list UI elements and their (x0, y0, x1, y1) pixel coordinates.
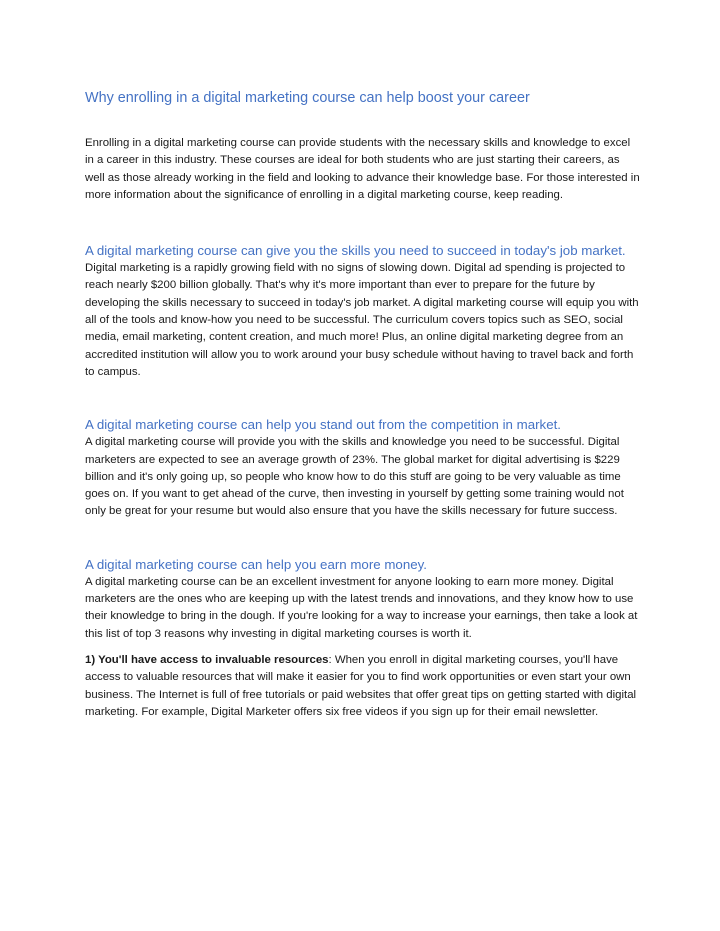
intro-paragraph: Enrolling in a digital marketing course can provide students with the necessary skills and knowledge to excel in a career in this industry. These courses are ideal for both students who are just starting their careers, as well as those already working in the field and looking to advance their knowledge base. For those interested in more information about the significance of enrolling in a digital marketing course, keep reading. (85, 137, 640, 201)
list-item (85, 652, 641, 721)
section-heading: A digital marketing course can help you earn more money. (85, 556, 427, 572)
section-competition (85, 415, 641, 520)
section-earn-money (85, 555, 641, 721)
list-item-lead: 1) You'll have access to invaluable resources (85, 653, 329, 666)
document-title: Why enrolling in a digital marketing course can help boost your career (85, 90, 530, 106)
list-item-text: : When you enroll in digital marketing courses, you'll have access to valuable resources that will make it easier for you to find work opportunities or even start your own business. The Internet is full of free tutorials or paid websites that offer great tips on getting started with digital marketing. For example, Digital Marketer offers six free videos if you sign up for their email newsletter. (85, 653, 637, 718)
section-body: Digital marketing is a rapidly growing field with no signs of slowing down. Digital ad spending is projected to reach nearly $200 billion globally. That's why it's more important than ever to prepare for the future by developing the skills necessary to succeed in today's job market. A digital marketing course will equip you with all of the tools and know-how you need to be successful. The curriculum covers topics such as SEO, social media, email marketing, content creation, and much more! Plus, an online digital marketing degree from an accredited institution will allow you to work around your busy schedule without having to travel back and forth to campus. (85, 262, 639, 378)
section-heading: A digital marketing course can help you stand out from the competition in market. (85, 417, 561, 433)
section-heading: A digital marketing course can give you the skills you need to succeed in today's job market. (85, 243, 626, 259)
section-body: A digital marketing course can be an excellent investment for anyone looking to earn more money. Digital marketers are the ones who are keeping up with the latest trends and innovations, and they know how to use their knowledge to bring in the dough. If you're looking for a way to increase your earnings, then take a look at this list of top 3 reasons why investing in digital marketing courses is worth it. (85, 575, 638, 640)
section-skills (85, 241, 641, 381)
section-body: A digital marketing course will provide you with the skills and knowledge you need to be successful. Digital marketers are expected to see an average growth of 23%. The global market for digital advertising is $229 billion and it's only going up, so people who know how to do this stuff are going to be very valuable as time goes on. If you want to get ahead of the curve, then investing in yourself by getting some training would not only be great for your resume but would also ensure that you have the skills necessary for future success. (85, 436, 624, 518)
document-page (85, 88, 641, 733)
